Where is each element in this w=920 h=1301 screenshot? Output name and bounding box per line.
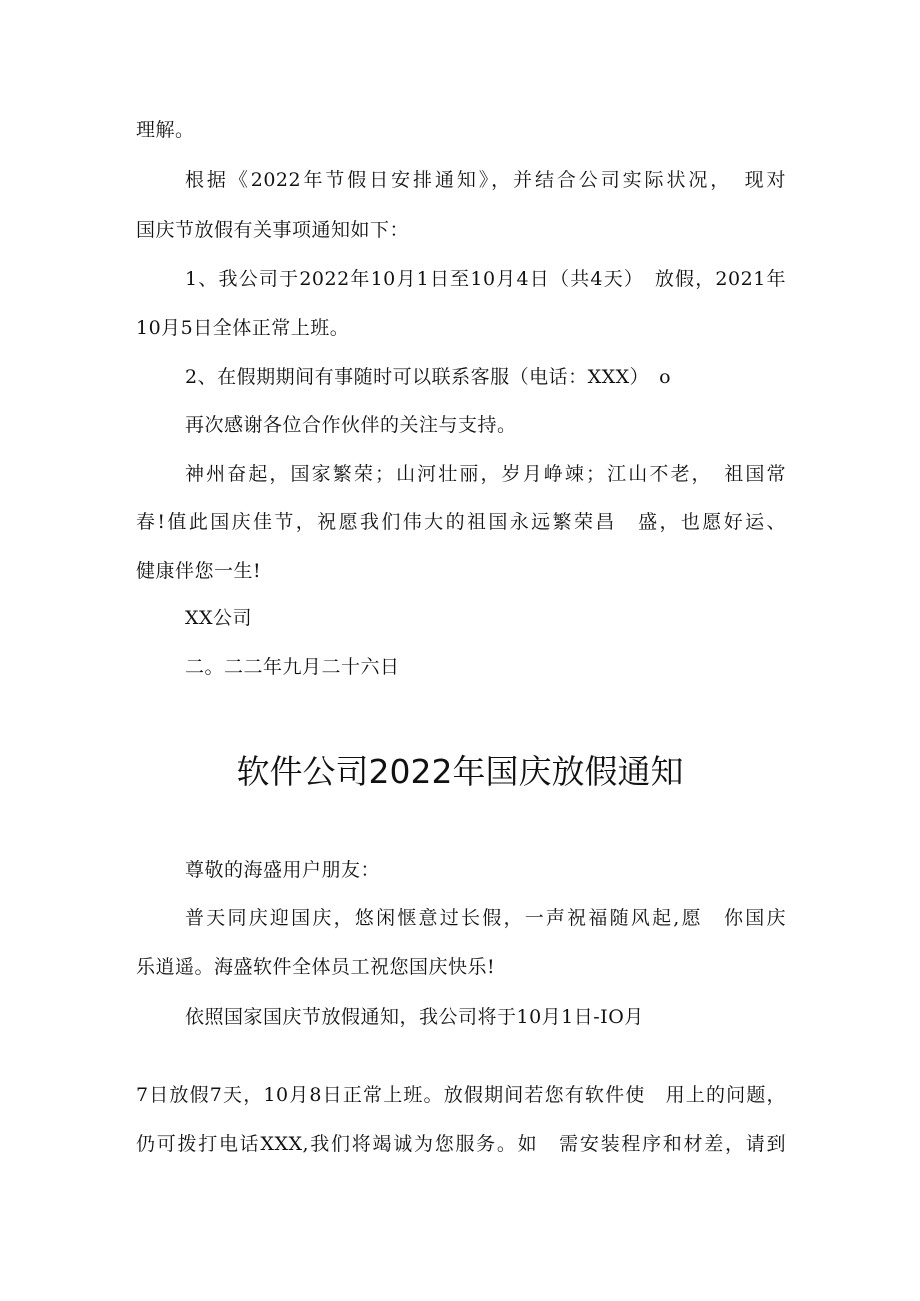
paragraph-line: 再次感谢各位合作伙伴的关注与支持。 [185, 414, 517, 436]
paragraph-line: 2、在假期期间有事随时可以联系客服（电话：XXX） o [185, 366, 672, 388]
paragraph-line: 普天同庆迎国庆，悠闲惬意过长假，一声祝福随风起,愿 你国庆 [185, 907, 786, 929]
document-title: 软件公司2022年国庆放假通知 [236, 752, 684, 791]
paragraph-line: 10月5日全体正常上班。 [136, 317, 350, 339]
paragraph-line: 春!值此国庆佳节，祝愿我们伟大的祖国永远繁荣昌 盛，也愿好运、 [136, 511, 786, 533]
paragraph-line: 依照国家国庆节放假通知，我公司将于10月1日-IO月 [185, 1006, 644, 1028]
signature-date: 二。二二年九月二十六日 [185, 656, 400, 678]
paragraph-line: 根据《2022年节假日安排通知》，并结合公司实际状况， 现对 [185, 169, 786, 191]
paragraph-line: 仍可拨打电话XXX,我们将竭诚为您服务。如 需安装程序和材差，请到 [136, 1133, 786, 1155]
signature-company: XX公司 [185, 607, 253, 629]
paragraph-line: 健康伴您一生! [136, 560, 262, 582]
paragraph-line: 神州奋起，国家繁荣；山河壮丽，岁月峥竦；江山不老， 祖国常 [185, 463, 786, 485]
greeting: 尊敬的海盛用户朋友： [185, 859, 381, 881]
paragraph-line: 理解。 [136, 119, 195, 141]
paragraph-line: 乐逍遥。海盛软件全体员工祝您国庆快乐! [136, 956, 496, 978]
paragraph-line: 国庆节放假有关事项通知如下： [136, 219, 410, 241]
paragraph-line: 1、我公司于2022年10月1日至10月4日（共4天） 放假，2021年 [185, 268, 786, 290]
paragraph-line: 7日放假7天，10月8日正常上班。放假期间若您有软件使 用上的问题， [136, 1084, 786, 1106]
